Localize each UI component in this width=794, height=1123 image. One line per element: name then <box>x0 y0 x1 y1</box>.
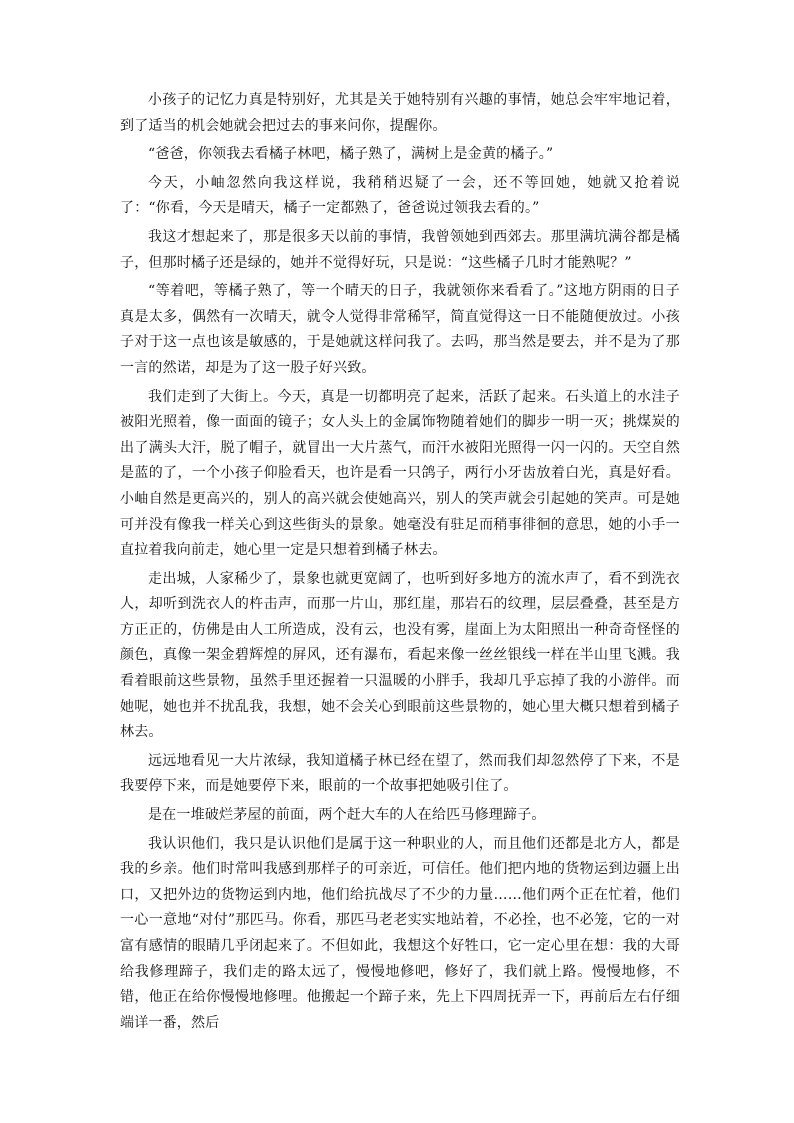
paragraph: 我们走到了大街上。今天，真是一切都明亮了起来，活跃了起来。石头道上的水洼子被阳光照着，像一面面的镜子；女人头上的金属饰物随着她们的脚步一明一灭；挑煤炭的出了满头大汗，脱了帽子，就冒出一大片蒸气，而汗水被阳光照得一闪一闪的。天空自然是蓝的了，一个小孩子仰脸看天，也许是看一只鸽子，两行小牙齿放着白光，真是好看。小岫自然是更高兴的，别人的高兴就会使她高兴，别人的笑声就会引起她的笑声。可是她可并没有像我一样关心到这些街头的景象。她毫没有驻足而稍事徘徊的意思，她的小手一直拉着我向前走，她心里一定是只想着到橘子林去。 <box>120 388 680 559</box>
paragraph: “等着吧，等橘子熟了，等一个晴天的日子，我就领你来看看了。”这地方阴雨的日子真是太多，偶然有一次晴天，就令人觉得非常稀罕，简直觉得这一日不能随便放过。小孩子对于这一点也该是敏感的，于是她就这样问我了。去吗，那当然是要去，并不是为了那一言的然诺，却是为了这一股子好兴致。 <box>120 283 680 376</box>
paragraph: 小孩子的记忆力真是特别好，尤其是关于她特别有兴趣的事情，她总会牢牢地记着，到了适当的机会她就会把过去的事来问你，提醒你。 <box>120 92 680 134</box>
paragraph: 是在一堆破烂茅屋的前面，两个赶大车的人在给匹马修理蹄子。 <box>148 807 546 824</box>
paragraph: 我认识他们，我只是认识他们是属于这一种职业的人，而且他们还都是北方人，都是我的乡亲。他们时常叫我感到那样子的可亲近，可信任。他们把内地的货物运到边疆上出口，又把外边的货物运到内地，他们给抗战尽了不少的力量……他们两个正在忙着，他们一心一意地“对付”那匹马。你看，那匹马老老实实地站着，不必拴，也不必笼，它的一对富有感情的眼睛几乎闭起来了。不但如此，我想这个好牲口，它一定心里在想：我的大哥给我修理蹄子，我们走的路太远了，慢慢地修吧，修好了，我们就上路。慢慢地修，不错，他正在给你慢慢地修哩。他搬起一个蹄子来，先上下四周抚弄一下，再前后左右仔细端详一番，然后 <box>120 835 680 1031</box>
paragraph: 走出城，人家稀少了，景象也就更宽阔了，也听到好多地方的流水声了，看不到洗衣人，却听到洗衣人的杵击声，而那一片山，那红崖，那岩石的纹理，层层叠叠，甚至是方方正正的，仿佛是由人工所造成，没有云，也没有雾，崖面上为太阳照出一种奇奇怪怪的颜色，真像一架金碧辉煌的屏风，还有瀑布，看起来像一丝丝银线一样在半山里飞溅。我看着眼前这些景物，虽然手里还握着一只温暖的小胖手，我却几乎忘掉了我的小游伴。而她呢，她也并不扰乱我，我想，她不会关心到眼前这些景物的，她心里大概只想着到橘子林去。 <box>120 570 680 741</box>
paragraph: 远远地看见一大片浓绿，我知道橘子林已经在望了，然而我们却忽然停了下来，不是我要停下来，而是她要停下来，眼前的一个故事把她吸引住了。 <box>120 752 680 795</box>
paragraph: “爸爸，你领我去看橘子林吧，橘子熟了，满树上是金黄的橘子。” <box>148 146 554 163</box>
article-body <box>120 88 680 1039</box>
paragraph: 今天，小岫忽然向我这样说，我稍稍迟疑了一会，还不等回她，她就又抢着说了：“你看，今天是晴天，橘子一定都熟了，爸爸说过领我去看的。” <box>120 174 680 217</box>
paragraph: 我这才想起来了，那是很多天以前的事情，我曾领她到西郊去。那里满坑满谷都是橘子，但那时橘子还是绿的，她并不觉得好玩，只是说：“这些橘子几时才能熟呢？” <box>120 228 680 271</box>
